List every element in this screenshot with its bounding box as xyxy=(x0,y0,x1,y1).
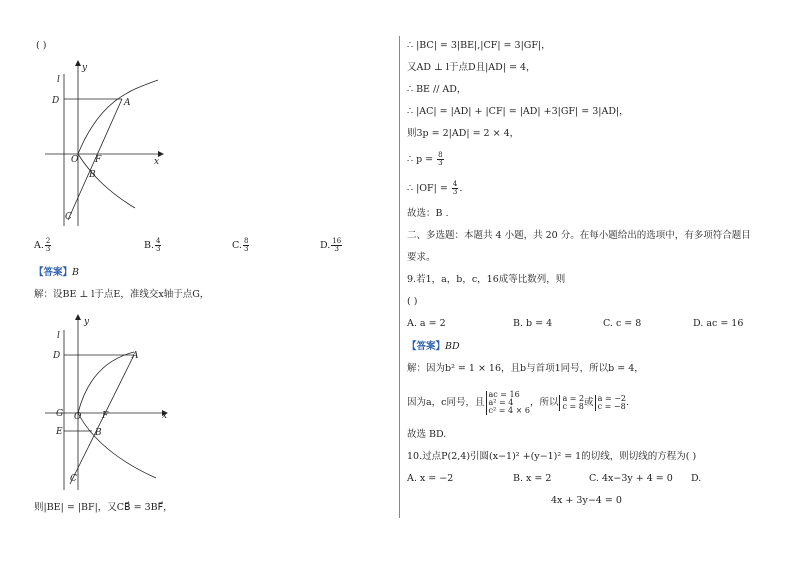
label-B: B xyxy=(95,428,102,438)
question-10: 10.过点P(2,4)引圆(x−1)² +(y−1)² = 1的切线，则切线的方程为( ) xyxy=(407,451,697,462)
right-line-5: 则3p = 2|AD| = 2 × 4， xyxy=(407,128,520,139)
choice-d[interactable]: D. $\frac{16}{3}$ xyxy=(320,237,342,253)
label-x: x xyxy=(154,157,160,167)
label-A: A xyxy=(124,98,131,108)
section-heading-cont: 要求。 xyxy=(407,252,436,263)
q9-choice-b[interactable]: B. b = 4 xyxy=(513,318,553,329)
label-F: F xyxy=(95,155,102,165)
q9-choice-a[interactable]: A. a = 2 xyxy=(407,318,446,329)
question-9: 9.若1，a，b，c，16成等比数列，则 xyxy=(407,274,566,285)
label-G: G xyxy=(56,409,64,419)
label-A: A xyxy=(132,351,139,361)
label-y: y xyxy=(84,317,90,327)
system-of-equations-3: a = −2 c = −8 xyxy=(595,395,626,411)
label-E: E xyxy=(56,427,63,437)
right-line-1: ∴ |BC| = 3|BE|,|CF| = 3|GF|， xyxy=(407,40,551,51)
of-value-line: ∴ |OF| = $\frac{4}{3}$ . xyxy=(407,180,463,196)
choose-bd-line: 故选 BD. xyxy=(407,429,447,440)
solution-9-line-1: 解：因为b² = 1 × 16，且b与首项1同号，所以b = 4， xyxy=(407,363,644,374)
label-C: C xyxy=(65,212,72,222)
parabola-curve xyxy=(78,352,156,478)
bottom-line: 则|BE| = |BF|，又CB⃗ = 3BF⃗， xyxy=(34,502,173,513)
parabola-figure-1 xyxy=(40,58,170,228)
label-x: x xyxy=(162,411,168,421)
solution-line: 解：设BE ⊥ l于点E，准线交x轴于点G， xyxy=(34,289,210,300)
choice-c[interactable]: C. $\frac{8}{3}$ xyxy=(232,237,249,253)
q9-choice-c[interactable]: C. c = 8 xyxy=(603,318,642,329)
q9-choice-d[interactable]: D. ac = 16 xyxy=(693,318,744,329)
label-C: C xyxy=(70,474,77,484)
choice-b[interactable]: B. $\frac{4}{3}$ xyxy=(144,237,161,253)
label-D: D xyxy=(53,351,61,361)
label-l: l xyxy=(57,331,60,341)
label-y: y xyxy=(82,63,88,73)
solution-9-line-2: 因为a，c同号，且 ac = 16 a² = 4 c² = 4 × 6 ，所以 a = 2 c = 8 或 a = −2 c = −8 . xyxy=(407,389,630,415)
right-line-2: 又AD ⊥ l于点D且|AD| = 4， xyxy=(407,62,536,73)
system-of-equations-1: ac = 16 a² = 4 c² = 4 × 6 xyxy=(486,391,530,415)
q10-choice-b[interactable]: B. x = 2 xyxy=(513,473,552,484)
question-paren: ( ) xyxy=(36,40,47,51)
choice-a[interactable]: A. $\frac{2}{3}$ xyxy=(34,237,51,253)
section-heading: 二、多选题：本题共 4 小题，共 20 分。在每小题给出的选项中，有多项符合题目 xyxy=(407,230,751,241)
q10-choice-c[interactable]: C. 4x−3y + 4 = 0 xyxy=(589,473,673,484)
label-B: B xyxy=(89,170,96,180)
question-9-paren: ( ) xyxy=(407,296,418,307)
parabola-figure-2 xyxy=(40,312,180,492)
answer-line-right: 【答案】BD xyxy=(407,341,460,352)
choose-b-line: 故选：B . xyxy=(407,208,449,219)
right-line-3: ∴ BE // AD， xyxy=(407,84,467,95)
label-F: F xyxy=(102,411,109,421)
label-l: l xyxy=(57,75,60,85)
label-O: O xyxy=(74,412,82,422)
column-divider xyxy=(399,36,400,518)
answer-line-left: 【答案】B xyxy=(34,267,79,278)
label-D: D xyxy=(52,96,60,106)
label-O: O xyxy=(71,155,79,165)
system-of-equations-2: a = 2 c = 8 xyxy=(559,395,584,411)
q10-choice-a[interactable]: A. x = −2 xyxy=(407,473,454,484)
right-line-4: ∴ |AC| = |AD| + |CF| = |AD| +3|GF| = 3|AD|， xyxy=(407,106,629,117)
q10-choice-d[interactable]: D. xyxy=(691,473,702,484)
q10-choice-d-equation: 4x + 3y−4 = 0 xyxy=(551,495,622,506)
p-value-line: ∴ p = $\frac{8}{3}$ xyxy=(407,151,443,167)
